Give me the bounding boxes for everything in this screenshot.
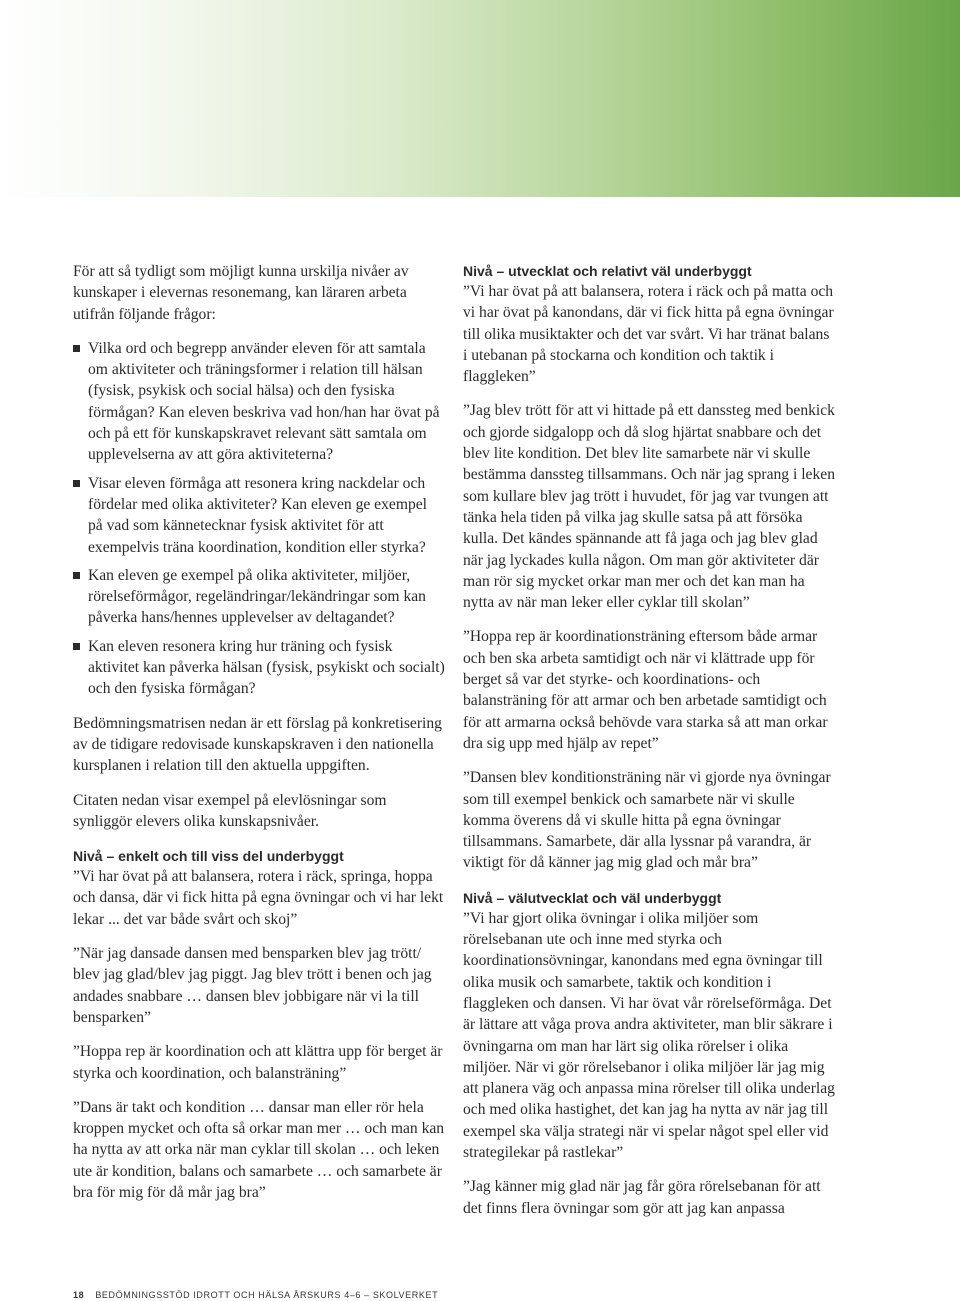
left-column	[73, 261, 445, 1216]
student-quote: ”Jag känner mig glad när jag får göra rörelsebanan för att det finns flera övningar som gör att jag kan anpassa	[463, 1178, 821, 1217]
header-banner	[0, 0, 960, 197]
level-heading-well-developed: Nivå – välutvecklat och väl underbyggt	[463, 889, 722, 906]
list-item-text: Visar eleven förmåga att resonera kring nackdelar och fördelar med olika aktiviteter? Kan eleven ge exempel på vad som kännetecknar fysisk aktivitet för att exempelvis träna koordination, kondition eller styrka?	[88, 474, 428, 556]
student-quote: ”När jag dansade dansen med bensparken blev jag trött/ blev jag glad/blev jag piggt. Jag blev trött i benen och jag andades snabbare … dansen blev jobbigare när vi la till bensparken”	[73, 945, 432, 1026]
page-footer	[73, 1290, 438, 1301]
list-item	[73, 636, 445, 700]
student-quote: ”Hoppa rep är koordination och att klättra upp för berget är styrka och koordination, och balansträning”	[73, 1043, 443, 1082]
student-quote: ”Dans är takt och kondition … dansar man eller rör hela kroppen mycket och ofta så orkar man mer … och man kan ha nytta av att orka när man cyklar till skolan … och leken ute är kondition, balans och samarbete … och samarbete är bra för mig för då mår jag bra”	[73, 1098, 445, 1201]
assessment-paragraph: Bedömningsmatrisen nedan är ett förslag på konkretisering av de tidigare redovisade kunskapskraven i den nationella kursplanen i relation till den aktuella uppgiften.	[73, 714, 442, 775]
list-item-text: Kan eleven ge exempel på olika aktiviteter, miljöer, rörelseförmågor, regeländringar/lekändringar som kan påverka hans/hennes upplevelser av deltagandet?	[88, 566, 426, 627]
student-quote: ”Jag blev trött för att vi hittade på ett danssteg med benkick och gjorde sidgalopp och då slog hjärtat snabbare och det blev lite kondition. Det blev lite samarbete när vi skulle bestämma danssteg tillsammans. Och när jag sprang i leken som kullare blev jag trött i huvudet, för jag var tvungen att tänka hela tiden på vilka jag skulle satsa på att försöka kulla. Det kändes spännande att få jaga och jag blev glad när jag lyckades kulla någon. Om man gör aktiviteter där man rör sig mycket orkar man mer och det kan man ha nytta av när man leker eller cyklar till skolan”	[463, 402, 835, 612]
quotes-intro-paragraph: Citaten nedan visar exempel på elevlösningar som synliggör elevers olika kunskapsnivåer.	[73, 791, 387, 830]
bullet-square-icon	[73, 572, 80, 579]
right-column	[463, 261, 835, 1232]
student-quote: ”Vi har övat på att balansera, rotera i räck, springa, hoppa och dansa, där vi fick hitta på egna övningar och vi har lekt lekar ... det var både svårt och skoj”	[73, 868, 444, 928]
list-item-text: Vilka ord och begrepp använder eleven för att samtala om aktiviteter och träningsformer i relation till hälsan (fysisk, psykisk och social hälsa) och den fysiska förmågan? Kan eleven beskriva vad hon/han har övat på och på ett för kunskapskravet relevant sätt samtala om upplevelserna av att göra aktiviteterna?	[88, 339, 440, 464]
list-item	[73, 565, 445, 629]
list-item	[73, 473, 445, 558]
footer-title: BEDÖMNINGSSTÖD IDROTT OCH HÄLSA ÅRSKURS 4–6 – SKOLVERKET	[95, 1290, 439, 1300]
bullet-square-icon	[73, 643, 80, 650]
level-heading-basic: Nivå – enkelt och till viss del underbyggt	[73, 848, 344, 865]
bullet-square-icon	[73, 480, 80, 487]
question-list	[73, 338, 445, 700]
intro-paragraph: För att så tydligt som möjligt kunna urskilja nivåer av kunskaper i elevernas resonemang, kan läraren arbeta utifrån följande frågor:	[73, 263, 409, 323]
page-number: 18	[73, 1290, 85, 1300]
list-item	[73, 338, 445, 466]
student-quote: ”Hoppa rep är koordinationsträning eftersom både armar och ben ska arbeta samtidigt och när vi klättrade upp för berget så var det styrke- och koordinations- och balansträning för att armar och ben arbetade samtidigt och för att armarna också behövde vara starka så att man orkar dra sig upp med hjälp av repet”	[463, 628, 828, 752]
bullet-square-icon	[73, 345, 80, 352]
student-quote: ”Dansen blev konditionsträning när vi gjorde nya övningar som till exempel benkick och samarbete när vi skulle komma överens då vi skulle hitta på egna övningar tillsammans. Samarbete, där alla lyssnar på varandra, är viktigt för då känner jag mig glad och mår bra”	[463, 769, 831, 872]
student-quote: ”Vi har övat på att balansera, rotera i räck och på matta och vi har övat på kanondans, där vi fick hitta på egna övningar till olika musiktakter och det var svårt. Vi har tränat balans i utebanan på stockarna och kondition och taktik i flaggleken”	[463, 283, 834, 386]
level-heading-developed: Nivå – utvecklat och relativt väl underbyggt	[463, 263, 752, 279]
student-quote: ”Vi har gjort olika övningar i olika miljöer som rörelsebanan ute och inne med styrka och koordinationsövningar, kanondans med egna övningar till olika musik och samarbete, taktik och kondition i flaggleken och dansen. Vi har övat vår rörelseförmåga. Det är lättare att våga prova andra aktiviteter, man blir säkrare i övningarna om man har lärt sig olika rörelser i olika miljöer. När vi gör rörelsebanor i olika miljöer lär jag mig att planera väg och anpassa mina rörelser till olika underlag och med olika hastighet, det kan jag ha nytta av när jag till exempel ska välja strategi när vi spelar något spel eller vid strategilekar på rastlekar”	[463, 909, 835, 1161]
list-item-text: Kan eleven resonera kring hur träning och fysisk aktivitet kan påverka hälsan (fysisk, psykiskt och socialt) och den fysiska förmågan?	[88, 637, 445, 698]
